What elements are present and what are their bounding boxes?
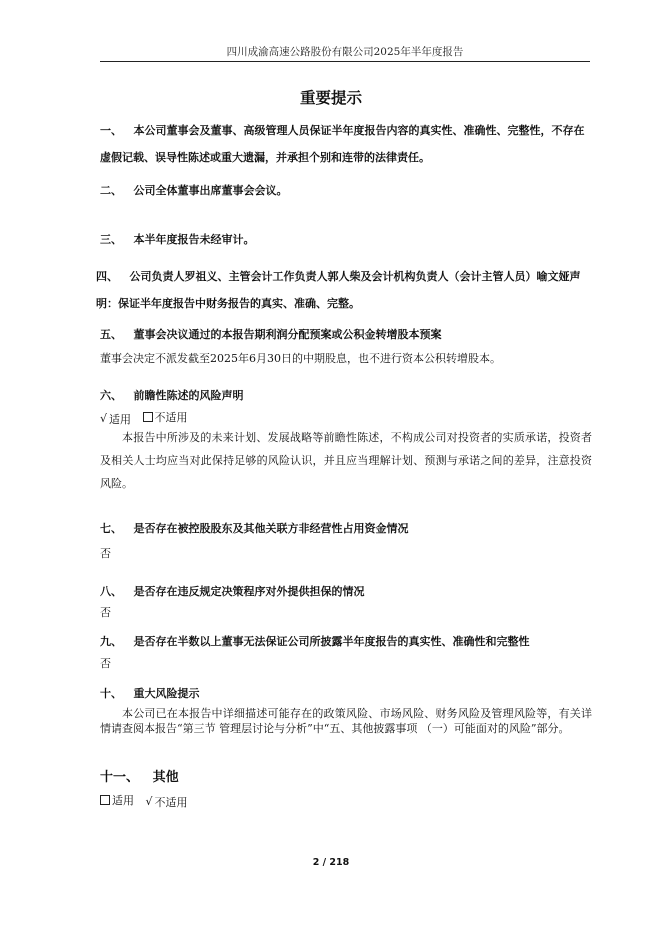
section-3 bbox=[100, 231, 592, 247]
option-not-applicable bbox=[146, 794, 188, 810]
section-6-title: 前瞻性陈述的风险声明 bbox=[133, 389, 244, 402]
section-11-heading bbox=[100, 766, 592, 785]
section-4 bbox=[96, 263, 592, 317]
empty-checkbox-icon bbox=[143, 412, 153, 422]
option-not-applicable-label: 不适用 bbox=[154, 795, 188, 809]
section-7-number: 七、 bbox=[100, 522, 122, 535]
section-4-text: 公司负责人罗祖义、主管会计工作负责人郭人柴及会计机构负责人（会计主管人员）喻文娅声明：保证半年度报告中财务报告的真实、准确、完整。 bbox=[96, 270, 581, 310]
section-5-title: 董事会决议通过的本报告期利润分配预案或公积金转增股本预案 bbox=[133, 328, 442, 341]
section-11-title: 其他 bbox=[152, 770, 179, 785]
section-2 bbox=[100, 182, 592, 198]
section-10-number: 十、 bbox=[100, 687, 122, 700]
page-title: 重要提示 bbox=[299, 88, 362, 107]
section-6-body: 本报告中所涉及的未来计划、发展战略等前瞻性陈述，不构成公司对投资者的实质承诺，投资者及相关人士均应当对此保持足够的风险认识，并且应当理解计划、预测与承诺之间的差异，注意投资风险。 bbox=[100, 431, 592, 490]
section-1-text: 本公司董事会及董事、高级管理人员保证半年度报告内容的真实性、准确性、完整性，不存在虚假记载、误导性陈述或重大遗漏，并承担个别和连带的法律责任。 bbox=[100, 124, 585, 164]
section-11-options bbox=[100, 792, 592, 810]
section-8-heading bbox=[100, 583, 592, 599]
section-10-title: 重大风险提示 bbox=[133, 687, 200, 700]
section-3-text: 本半年度报告未经审计。 bbox=[133, 233, 255, 246]
section-8-number: 八、 bbox=[100, 585, 122, 598]
section-10-heading bbox=[100, 685, 592, 701]
section-7-title: 是否存在被控股股东及其他关联方非经营性占用资金情况 bbox=[133, 522, 409, 535]
section-8-answer: 否 bbox=[100, 606, 111, 619]
section-9-answer: 否 bbox=[100, 657, 111, 670]
section-2-text: 公司全体董事出席董事会会议。 bbox=[133, 184, 288, 197]
section-2-number: 二、 bbox=[100, 184, 122, 197]
running-header: 四川成渝高速公路股份有限公司2025年半年度报告 bbox=[226, 46, 464, 58]
section-3-number: 三、 bbox=[100, 233, 122, 246]
section-6-heading bbox=[100, 387, 592, 403]
section-11-number: 十一、 bbox=[100, 770, 140, 785]
section-5-heading bbox=[100, 326, 592, 342]
option-applicable-label: 适用 bbox=[109, 412, 132, 426]
checkmark-icon: √ bbox=[100, 412, 108, 425]
section-8-title: 是否存在违反规定决策程序对外提供担保的情况 bbox=[133, 585, 365, 598]
section-9-number: 九、 bbox=[100, 635, 122, 648]
empty-checkbox-icon bbox=[100, 795, 110, 805]
section-5-number: 五、 bbox=[100, 328, 122, 341]
section-1-number: 一、 bbox=[100, 124, 122, 137]
header-divider bbox=[100, 61, 590, 62]
section-1 bbox=[100, 117, 592, 171]
option-applicable bbox=[100, 411, 131, 427]
option-not-applicable bbox=[143, 409, 188, 425]
section-6-options bbox=[100, 409, 592, 427]
section-9-title: 是否存在半数以上董事无法保证公司所披露半年度报告的真实性、准确性和完整性 bbox=[133, 635, 530, 648]
section-7-heading bbox=[100, 520, 592, 536]
section-5-body: 董事会决定不派发截至2025年6月30日的中期股息，也不进行资本公积转增股本。 bbox=[100, 352, 501, 365]
section-7-answer: 否 bbox=[100, 547, 111, 560]
option-applicable-label: 适用 bbox=[112, 794, 134, 807]
page-number: 2 / 218 bbox=[312, 857, 350, 868]
section-9-heading bbox=[100, 633, 592, 649]
section-4-number: 四、 bbox=[96, 270, 118, 283]
checkmark-icon: √ bbox=[145, 795, 153, 808]
option-applicable bbox=[100, 792, 134, 808]
section-10-body: 本公司已在本报告中详细描述可能存在的政策风险、市场风险、财务风险及管理风险等，有关详情请查阅本报告“第三节 管理层讨论与分析”中“五、其他披露事项 （一）可能面对的风险”部分。 bbox=[100, 707, 592, 735]
section-6-number: 六、 bbox=[100, 389, 122, 402]
option-not-applicable-label: 不适用 bbox=[154, 411, 188, 424]
